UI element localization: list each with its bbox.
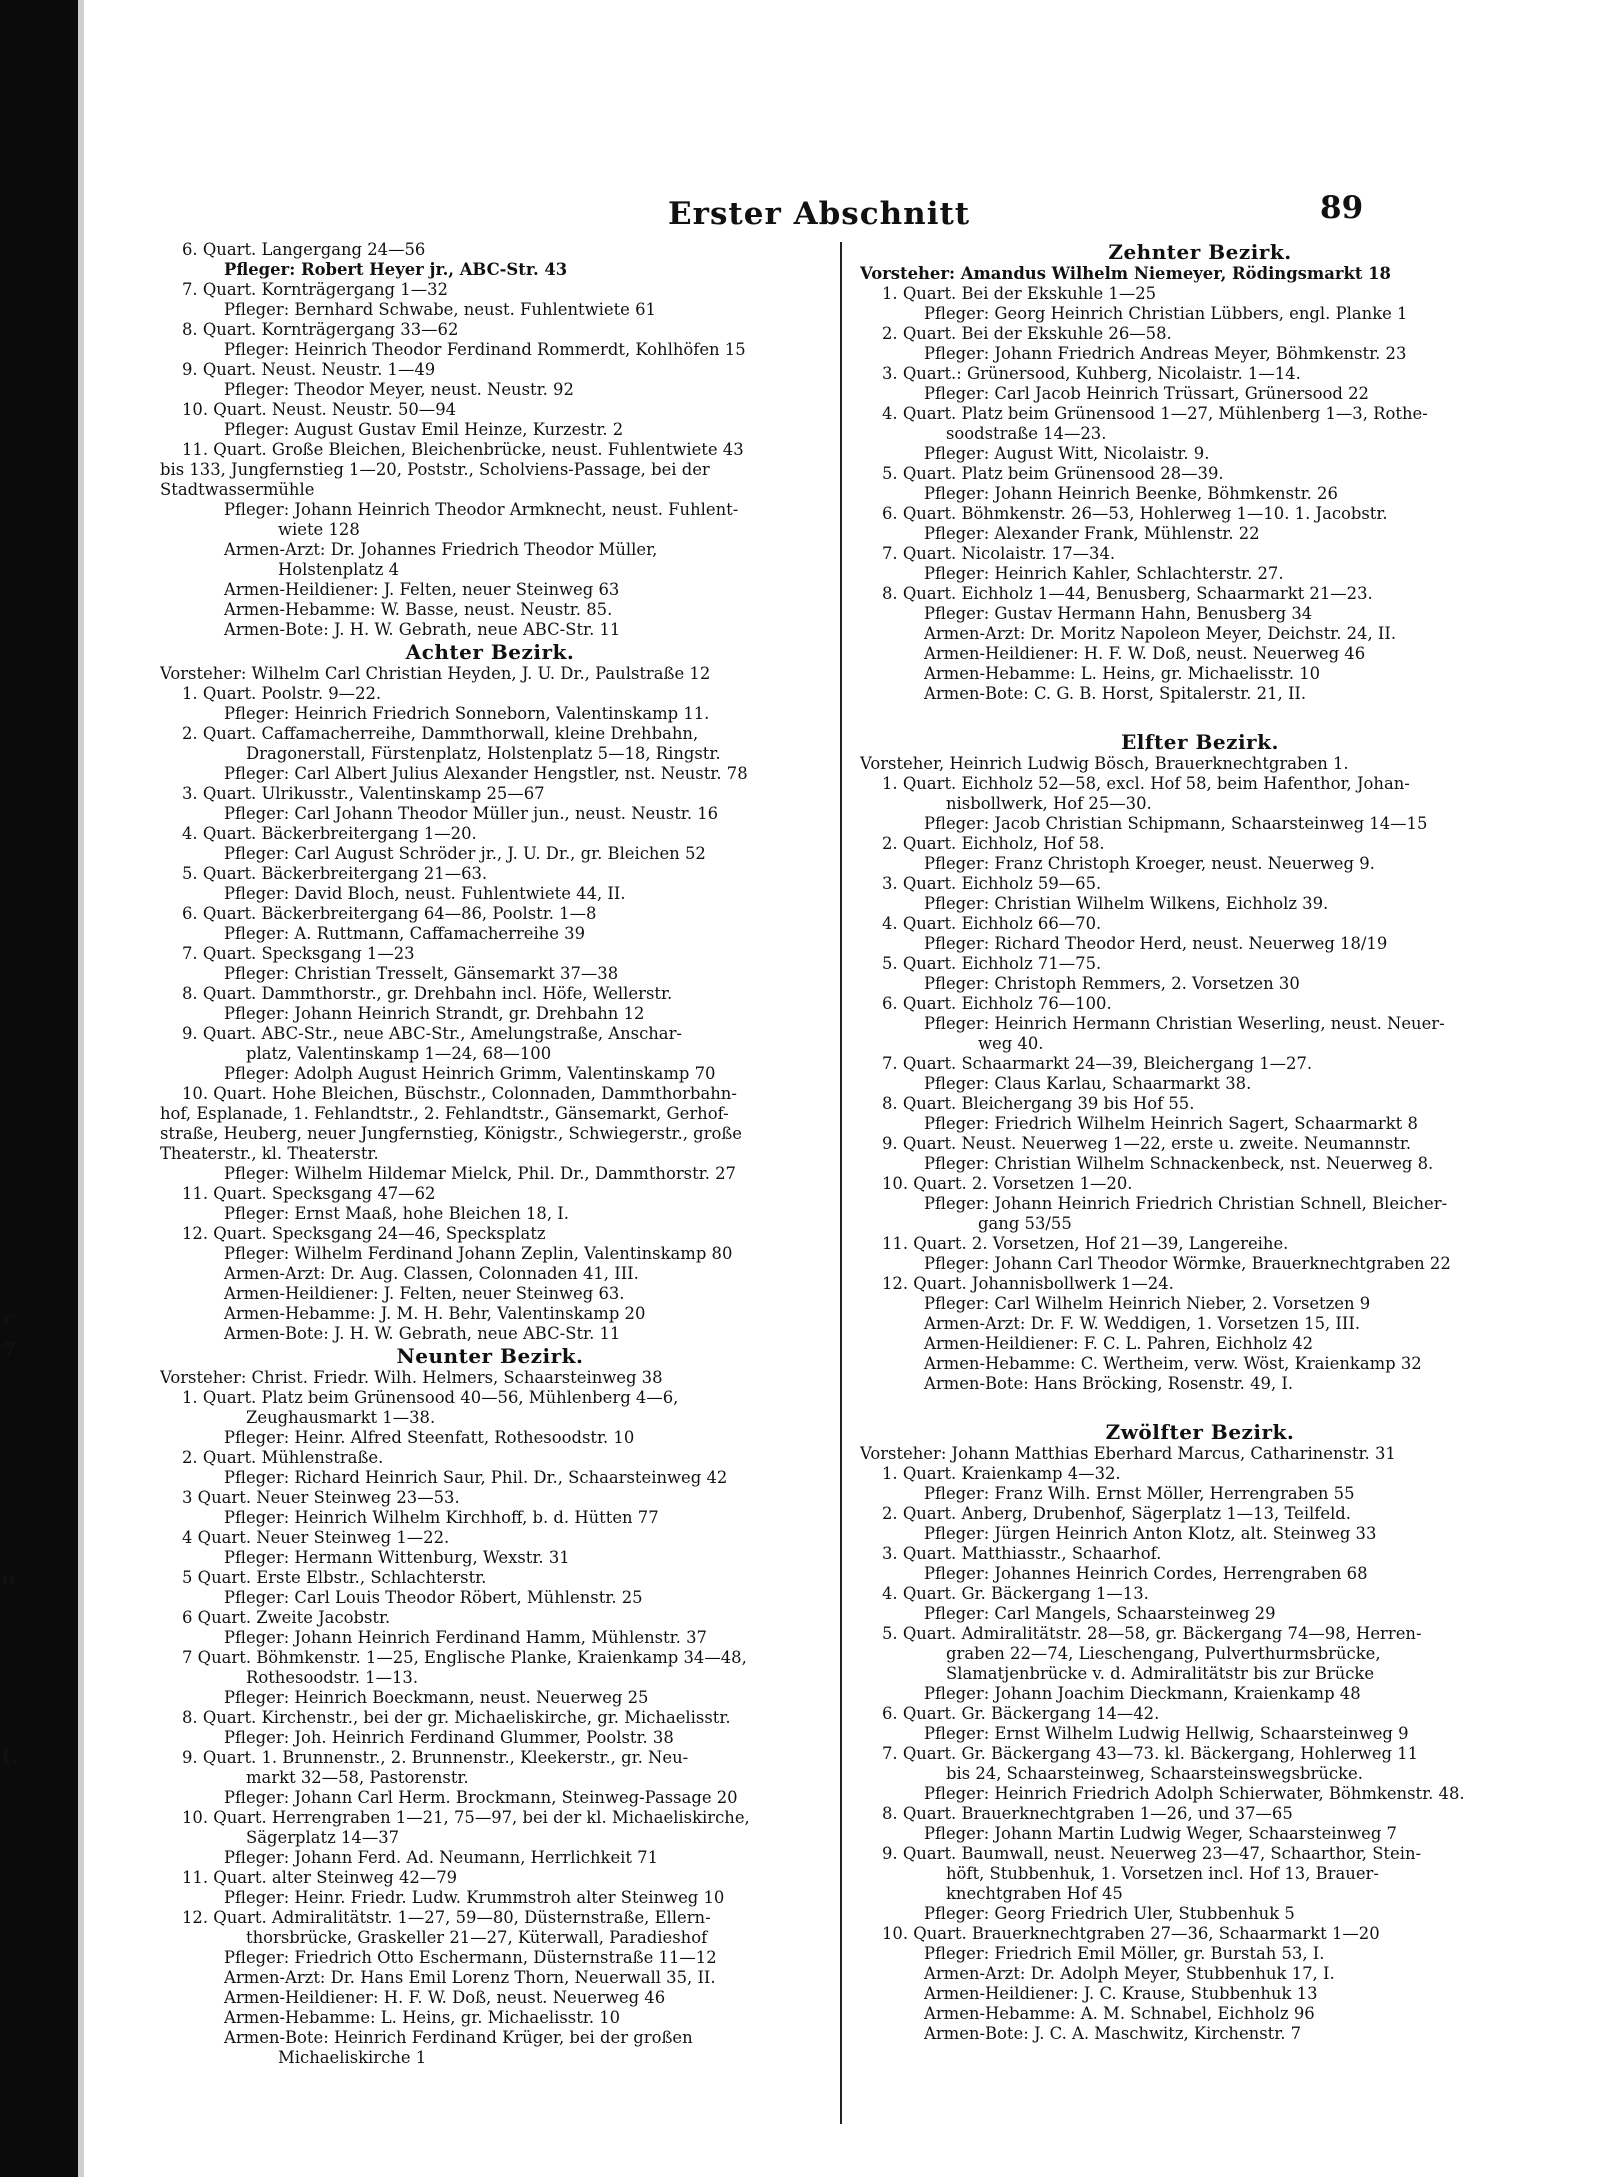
entry-line: 12. Quart. Specksgang 24—46, Specksplatz (182, 1224, 546, 1243)
entry-line: Vorsteher: Christ. Friedr. Wilh. Helmers, Schaarsteinweg 38 (160, 1368, 663, 1387)
entry-line: Pfleger: Robert Heyer jr., ABC-Str. 43 (224, 260, 568, 279)
entry-line: Theaterstr., kl. Theaterstr. (160, 1144, 379, 1163)
entry-line: Pfleger: Christian Tresselt, Gänsemarkt 37—38 (224, 964, 619, 983)
entry-line: 8. Quart. Kirchenstr., bei der gr. Michaeliskirche, gr. Michaelisstr. (182, 1708, 731, 1727)
entry-line: Armen-Hebamme: W. Basse, neust. Neustr. 85. (224, 600, 613, 619)
entry-line: wiete 128 (278, 520, 360, 539)
entry-line: Pfleger: Heinr. Friedr. Ludw. Krummstroh alter Steinweg 10 (224, 1888, 725, 1907)
entry-line: Pfleger: Christoph Remmers, 2. Vorsetzen 30 (924, 974, 1300, 993)
entry-line: Pfleger: Friedrich Emil Möller, gr. Burstah 53, I. (924, 1944, 1325, 1963)
entry-line: Pfleger: Wilhelm Ferdinand Johann Zeplin, Valentinskamp 80 (224, 1244, 733, 1263)
entry-line: Pfleger: David Bloch, neust. Fuhlentwiete 44, II. (224, 884, 626, 903)
entry-line: höft, Stubbenhuk, 1. Vorsetzen incl. Hof 13, Brauer- (946, 1864, 1379, 1883)
entry-line: Pfleger: Wilhelm Hildemar Mielck, Phil. Dr., Dammthorstr. 27 (224, 1164, 736, 1183)
entry-line: 7 Quart. Böhmkenstr. 1—25, Englische Planke, Kraienkamp 34—48, (182, 1648, 747, 1667)
entry-line: 8. Quart. Brauerknechtgraben 1—26, und 37—65 (882, 1804, 1293, 1823)
entry-line: Pfleger: Adolph August Heinrich Grimm, Valentinskamp 70 (224, 1064, 716, 1083)
entry-line: Pfleger: Georg Heinrich Christian Lübbers, engl. Planke 1 (924, 304, 1408, 323)
entry-line: Vorsteher: Amandus Wilhelm Niemeyer, Rödingsmarkt 18 (860, 264, 1391, 283)
entry-line: 11. Quart. 2. Vorsetzen, Hof 21—39, Langereihe. (882, 1234, 1289, 1253)
entry-line: Pfleger: Johann Heinrich Beenke, Böhmkenstr. 26 (924, 484, 1338, 503)
entry-line: Pfleger: Christian Wilhelm Wilkens, Eichholz 39. (924, 894, 1329, 913)
entry-line: 9. Quart. 1. Brunnenstr., 2. Brunnenstr., Kleekerstr., gr. Neu- (182, 1748, 689, 1767)
edge-mark: o (2, 1566, 16, 1590)
entry-line: Armen-Bote: J. H. W. Gebrath, neue ABC-Str. 11 (224, 620, 621, 639)
section-title: Erster Abschnitt (668, 196, 971, 232)
entry-line: Armen-Hebamme: L. Heins, gr. Michaelisstr. 10 (924, 664, 1321, 683)
entry-line: Pfleger: Claus Karlau, Schaarmarkt 38. (924, 1074, 1252, 1093)
entry-line: 3. Quart. Matthiasstr., Schaarhof. (882, 1544, 1162, 1563)
entry-line: knechtgraben Hof 45 (946, 1884, 1123, 1903)
entry-line: 1. Quart. Platz beim Grünensood 40—56, Mühlenberg 4—6, (182, 1388, 679, 1407)
entry-line: Armen-Bote: C. G. B. Horst, Spitalerstr. 21, II. (924, 684, 1307, 703)
entry-line: 1. Quart. Kraienkamp 4—32. (882, 1464, 1121, 1483)
spacer (860, 704, 1540, 730)
entry-line: 5 Quart. Erste Elbstr., Schlachterstr. (182, 1568, 487, 1587)
entry-line: Armen-Heildiener: F. C. L. Pahren, Eichholz 42 (924, 1334, 1314, 1353)
entry-line: Armen-Heildiener: J. Felten, neuer Steinweg 63. (224, 1284, 625, 1303)
entry-line: 10. Quart. Brauerknechtgraben 27—36, Schaarmarkt 1—20 (882, 1924, 1380, 1943)
entry-line: 10. Quart. Hohe Bleichen, Büschstr., Colonnaden, Dammthorbahn- (182, 1084, 737, 1103)
entry-line: 12. Quart. Johannisbollwerk 1—24. (882, 1274, 1174, 1293)
entry-line: 6. Quart. Gr. Bäckergang 14—42. (882, 1704, 1160, 1723)
entry-line: Vorsteher: Johann Matthias Eberhard Marcus, Catharinenstr. 31 (860, 1444, 1396, 1463)
district-heading: Zwölfter Bezirk. (1105, 1420, 1295, 1444)
entry-line: nisbollwerk, Hof 25—30. (946, 794, 1152, 813)
entry-line: 9. Quart. Neust. Neuerweg 1—22, erste u. zweite. Neumannstr. (882, 1134, 1412, 1153)
entry-line: 7. Quart. Specksgang 1—23 (182, 944, 415, 963)
entry-line: 6. Quart. Eichholz 76—100. (882, 994, 1112, 1013)
entry-line: 6 Quart. Zweite Jacobstr. (182, 1608, 391, 1627)
entry-line: Pfleger: Johann Martin Ludwig Weger, Schaarsteinweg 7 (924, 1824, 1397, 1843)
entry-line: Pfleger: August Gustav Emil Heinze, Kurzestr. 2 (224, 420, 624, 439)
entry-line: Pfleger: Carl August Schröder jr., J. U. Dr., gr. Bleichen 52 (224, 844, 706, 863)
entry-line: 11. Quart. alter Steinweg 42—79 (182, 1868, 458, 1887)
left-column (160, 240, 820, 2068)
entry-line: thorsbrücke, Graskeller 21—27, Küterwall, Paradieshof (246, 1928, 708, 1947)
entry-line: Pfleger: Johannes Heinrich Cordes, Herrengraben 68 (924, 1564, 1368, 1583)
entry-line: Pfleger: Gustav Hermann Hahn, Benusberg 34 (924, 604, 1313, 623)
entry-line: graben 22—74, Lieschengang, Pulverthurmsbrücke, (946, 1644, 1381, 1663)
entry-line: Armen-Heildiener: H. F. W. Doß, neust. Neuerweg 46 (224, 1988, 666, 2007)
page-header (88, 190, 1428, 240)
entry-line: markt 32—58, Pastorenstr. (246, 1768, 469, 1787)
entry-line: Pfleger: Friedrich Wilhelm Heinrich Sagert, Schaarmarkt 8 (924, 1114, 1418, 1133)
entry-line: weg 40. (978, 1034, 1044, 1053)
entry-line: 8. Quart. Bleichergang 39 bis Hof 55. (882, 1094, 1195, 1113)
entry-line: 2. Quart. Mühlenstraße. (182, 1448, 384, 1467)
entry-line: Pfleger: Heinrich Friedrich Adolph Schierwater, Böhmkenstr. 48. (924, 1784, 1465, 1803)
entry-line: 3. Quart.: Grünersood, Kuhberg, Nicolaistr. 1—14. (882, 364, 1301, 383)
entry-line: 5. Quart. Admiralitätstr. 28—58, gr. Bäckergang 74—98, Herren- (882, 1624, 1422, 1643)
entry-line: Stadtwassermühle (160, 480, 315, 499)
entry-line: Pfleger: Carl Jacob Heinrich Trüssart, Grünersood 22 (924, 384, 1369, 403)
entry-line: Pfleger: Johann Friedrich Andreas Meyer, Böhmkenstr. 23 (924, 344, 1407, 363)
entry-line: Pfleger: Johann Heinrich Ferdinand Hamm, Mühlenstr. 37 (224, 1628, 707, 1647)
column-divider (840, 242, 842, 2124)
entry-line: 3. Quart. Ulrikusstr., Valentinskamp 25—67 (182, 784, 545, 803)
district-heading: Elfter Bezirk. (1121, 730, 1279, 754)
entry-line: Armen-Arzt: Dr. Moritz Napoleon Meyer, Deichstr. 24, II. (924, 624, 1397, 643)
entry-line: straße, Heuberg, neuer Jungfernstieg, Königstr., Schwiegerstr., große (160, 1124, 743, 1143)
entry-line: 6. Quart. Bäckerbreitergang 64—86, Poolstr. 1—8 (182, 904, 597, 923)
entry-line: Pfleger: Georg Friedrich Uler, Stubbenhuk 5 (924, 1904, 1295, 1923)
district-heading: Neunter Bezirk. (396, 1344, 584, 1368)
entry-line: Pfleger: Richard Theodor Herd, neust. Neuerweg 18/19 (924, 934, 1388, 953)
page-edge (78, 0, 84, 2177)
entry-line: Pfleger: Richard Heinrich Saur, Phil. Dr., Schaarsteinweg 42 (224, 1468, 728, 1487)
entry-line: 1. Quart. Bei der Ekskuhle 1—25 (882, 284, 1157, 303)
entry-line: 1. Quart. Eichholz 52—58, excl. Hof 58, beim Hafenthor, Johan- (882, 774, 1410, 793)
entry-line: Michaeliskirche 1 (278, 2048, 427, 2067)
entry-line: 5. Quart. Bäckerbreitergang 21—63. (182, 864, 488, 883)
entry-line: 7. Quart. Kornträgergang 1—32 (182, 280, 448, 299)
spacer (860, 1394, 1540, 1420)
entry-line: Pfleger: Franz Wilh. Ernst Möller, Herrengraben 55 (924, 1484, 1355, 1503)
entry-line: 7. Quart. Nicolaistr. 17—34. (882, 544, 1116, 563)
entry-line: bis 133, Jungfernstieg 1—20, Poststr., Scholviens-Passage, bei der (160, 460, 710, 479)
entry-line: Pfleger: Friedrich Otto Eschermann, Düsternstraße 11—12 (224, 1948, 717, 1967)
entry-line: 5. Quart. Platz beim Grünensood 28—39. (882, 464, 1224, 483)
entry-line: Pfleger: Theodor Meyer, neust. Neustr. 92 (224, 380, 574, 399)
entry-line: 3. Quart. Eichholz 59—65. (882, 874, 1102, 893)
book-gutter (0, 0, 78, 2177)
entry-line: Armen-Hebamme: L. Heins, gr. Michaelisstr. 10 (224, 2008, 621, 2027)
entry-line: Slamatjenbrücke v. d. Admiralitätstr bis zur Brücke (946, 1664, 1375, 1683)
entry-line: Pfleger: Heinrich Theodor Ferdinand Rommerdt, Kohlhöfen 15 (224, 340, 746, 359)
entry-line: Pfleger: Johann Joachim Dieckmann, Kraienkamp 48 (924, 1684, 1361, 1703)
entry-line: 7. Quart. Schaarmarkt 24—39, Bleichergang 1—27. (882, 1054, 1313, 1073)
entry-line: 4. Quart. Bäckerbreitergang 1—20. (182, 824, 477, 843)
entry-line: 8. Quart. Kornträgergang 33—62 (182, 320, 459, 339)
entry-line: Pfleger: Carl Johann Theodor Müller jun., neust. Neustr. 16 (224, 804, 719, 823)
entry-line: Pfleger: Heinrich Boeckmann, neust. Neuerweg 25 (224, 1688, 649, 1707)
entry-line: hof, Esplanade, 1. Fehlandtstr., 2. Fehlandtstr., Gänsemarkt, Gerhof- (160, 1104, 729, 1123)
entry-line: Armen-Arzt: Dr. Johannes Friedrich Theodor Müller, (224, 540, 658, 559)
entry-line: Pfleger: Bernhard Schwabe, neust. Fuhlentwiete 61 (224, 300, 656, 319)
entry-line: Vorsteher, Heinrich Ludwig Bösch, Brauerknechtgraben 1. (860, 754, 1349, 773)
entry-line: 7. Quart. Gr. Bäckergang 43—73. kl. Bäckergang, Hohlerweg 11 (882, 1744, 1419, 1763)
entry-line: Armen-Bote: Hans Bröcking, Rosenstr. 49, I. (924, 1374, 1294, 1393)
entry-line: Armen-Hebamme: A. M. Schnabel, Eichholz 96 (924, 2004, 1315, 2023)
entry-line: Pfleger: Alexander Frank, Mühlenstr. 22 (924, 524, 1260, 543)
entry-line: 4. Quart. Platz beim Grünensood 1—27, Mühlenberg 1—3, Rothe- (882, 404, 1428, 423)
entry-line: Armen-Arzt: Dr. F. W. Weddigen, 1. Vorsetzen 15, III. (924, 1314, 1361, 1333)
entry-line: Rothesoodstr. 1—13. (246, 1668, 419, 1687)
entry-line: Pfleger: Johann Heinrich Theodor Armknecht, neust. Fuhlent- (224, 500, 739, 519)
entry-line: Armen-Bote: J. C. A. Maschwitz, Kirchenstr. 7 (924, 2024, 1302, 2043)
entry-line: Armen-Arzt: Dr. Aug. Classen, Colonnaden 41, III. (224, 1264, 639, 1283)
entry-line: 5. Quart. Eichholz 71—75. (882, 954, 1102, 973)
entry-line: Armen-Heildiener: J. Felten, neuer Steinweg 63 (224, 580, 620, 599)
edge-mark: r (2, 1306, 13, 1330)
edge-mark: 7 (2, 1338, 16, 1362)
entry-line: 3 Quart. Neuer Steinweg 23—53. (182, 1488, 460, 1507)
entry-line: soodstraße 14—23. (946, 424, 1107, 443)
entry-line: 10. Quart. Neust. Neustr. 50—94 (182, 400, 457, 419)
entry-line: Armen-Arzt: Dr. Hans Emil Lorenz Thorn, Neuerwall 35, II. (224, 1968, 716, 1987)
entry-line: Pfleger: Ernst Maaß, hohe Bleichen 18, I. (224, 1204, 569, 1223)
district-heading: Zehnter Bezirk. (1108, 240, 1292, 264)
entry-line: Pfleger: Ernst Wilhelm Ludwig Hellwig, Schaarsteinweg 9 (924, 1724, 1409, 1743)
entry-line: 2. Quart. Eichholz, Hof 58. (882, 834, 1105, 853)
entry-line: 2. Quart. Bei der Ekskuhle 26—58. (882, 324, 1172, 343)
entry-line: Pfleger: Hermann Wittenburg, Wexstr. 31 (224, 1548, 570, 1567)
entry-line: 8. Quart. Dammthorstr., gr. Drehbahn incl. Höfe, Wellerstr. (182, 984, 673, 1003)
entry-line: 2. Quart. Anberg, Drubenhof, Sägerplatz 1—13, Teilfeld. (882, 1504, 1352, 1523)
entry-line: Pfleger: Carl Albert Julius Alexander Hengstler, nst. Neustr. 78 (224, 764, 748, 783)
entry-line: 8. Quart. Eichholz 1—44, Benusberg, Schaarmarkt 21—23. (882, 584, 1373, 603)
entry-line: Pfleger: Heinrich Kahler, Schlachterstr. 27. (924, 564, 1284, 583)
entry-line: Pfleger: August Witt, Nicolaistr. 9. (924, 444, 1210, 463)
entry-line: Pfleger: Jürgen Heinrich Anton Klotz, alt. Steinweg 33 (924, 1524, 1377, 1543)
entry-line: Armen-Bote: Heinrich Ferdinand Krüger, bei der großen (224, 2028, 693, 2047)
edge-mark: t. (2, 1744, 19, 1768)
entry-line: 4. Quart. Eichholz 66—70. (882, 914, 1102, 933)
entry-line: Pfleger: Christian Wilhelm Schnackenbeck, nst. Neuerweg 8. (924, 1154, 1434, 1173)
entry-line: Pfleger: Johann Carl Theodor Wörmke, Brauerknechtgraben 22 (924, 1254, 1451, 1273)
entry-line: 2. Quart. Caffamacherreihe, Dammthorwall, kleine Drehbahn, (182, 724, 699, 743)
entry-line: 11. Quart. Große Bleichen, Bleichenbrücke, neust. Fuhlentwiete 43 (182, 440, 744, 459)
entry-line: Pfleger: Johann Carl Herm. Brockmann, Steinweg-Passage 20 (224, 1788, 738, 1807)
page-number: 89 (1320, 190, 1364, 226)
entry-line: Pfleger: Heinr. Alfred Steenfatt, Rothesoodstr. 10 (224, 1428, 635, 1447)
entry-line: Pfleger: Carl Louis Theodor Röbert, Mühlenstr. 25 (224, 1588, 643, 1607)
entry-line: Pfleger: Joh. Heinrich Ferdinand Glummer, Poolstr. 38 (224, 1728, 674, 1747)
entry-line: Pfleger: Johann Heinrich Friedrich Christian Schnell, Bleicher- (924, 1194, 1448, 1213)
entry-line: Pfleger: Johann Ferd. Ad. Neumann, Herrlichkeit 71 (224, 1848, 659, 1867)
entry-line: Pfleger: Heinrich Friedrich Sonneborn, Valentinskamp 11. (224, 704, 710, 723)
entry-line: Pfleger: Johann Heinrich Strandt, gr. Drehbahn 12 (224, 1004, 645, 1023)
entry-line: 4 Quart. Neuer Steinweg 1—22. (182, 1528, 450, 1547)
entry-line: Pfleger: Franz Christoph Kroeger, neust. Neuerweg 9. (924, 854, 1375, 873)
entry-line: Armen-Hebamme: C. Wertheim, verw. Wöst, Kraienkamp 32 (924, 1354, 1422, 1373)
entry-line: gang 53/55 (978, 1214, 1072, 1233)
entry-line: Armen-Arzt: Dr. Adolph Meyer, Stubbenhuk 17, I. (924, 1964, 1335, 1983)
entry-line: Pfleger: Carl Wilhelm Heinrich Nieber, 2. Vorsetzen 9 (924, 1294, 1371, 1313)
entry-line: Holstenplatz 4 (278, 560, 400, 579)
district-heading: Achter Bezirk. (405, 640, 575, 664)
entry-line: 9. Quart. Neust. Neustr. 1—49 (182, 360, 436, 379)
entry-line: platz, Valentinskamp 1—24, 68—100 (246, 1044, 552, 1063)
entry-line: 6. Quart. Böhmkenstr. 26—53, Hohlerweg 1—10. 1. Jacobstr. (882, 504, 1388, 523)
entry-line: Armen-Heildiener: J. C. Krause, Stubbenhuk 13 (924, 1984, 1318, 2003)
entry-line: 4. Quart. Gr. Bäckergang 1—13. (882, 1584, 1149, 1603)
entry-line: 6. Quart. Langergang 24—56 (182, 240, 426, 259)
entry-line: Dragonerstall, Fürstenplatz, Holstenplatz 5—18, Ringstr. (246, 744, 721, 763)
entry-line: Armen-Bote: J. H. W. Gebrath, neue ABC-Str. 11 (224, 1324, 621, 1343)
entry-line: 9. Quart. Baumwall, neust. Neuerweg 23—47, Schaarthor, Stein- (882, 1844, 1422, 1863)
entry-line: 10. Quart. Herrengraben 1—21, 75—97, bei der kl. Michaeliskirche, (182, 1808, 750, 1827)
entry-line: Pfleger: A. Ruttmann, Caffamacherreihe 39 (224, 924, 586, 943)
entry-line: Pfleger: Heinrich Hermann Christian Weserling, neust. Neuer- (924, 1014, 1445, 1033)
entry-line: 11. Quart. Specksgang 47—62 (182, 1184, 436, 1203)
right-column (860, 240, 1540, 2044)
entry-line: 1. Quart. Poolstr. 9—22. (182, 684, 382, 703)
entry-line: Zeughausmarkt 1—38. (246, 1408, 436, 1427)
entry-line: 10. Quart. 2. Vorsetzen 1—20. (882, 1174, 1133, 1193)
entry-line: Sägerplatz 14—37 (246, 1828, 400, 1847)
entry-line: Vorsteher: Wilhelm Carl Christian Heyden, J. U. Dr., Paulstraße 12 (160, 664, 711, 683)
entry-line: 12. Quart. Admiralitätstr. 1—27, 59—80, Düsternstraße, Ellern- (182, 1908, 711, 1927)
entry-line: bis 24, Schaarsteinweg, Schaarsteinswegsbrücke. (946, 1764, 1363, 1783)
entry-line: Pfleger: Jacob Christian Schipmann, Schaarsteinweg 14—15 (924, 814, 1428, 833)
entry-line: Armen-Hebamme: J. M. H. Behr, Valentinskamp 20 (224, 1304, 646, 1323)
entry-line: Pfleger: Heinrich Wilhelm Kirchhoff, b. d. Hütten 77 (224, 1508, 659, 1527)
entry-line: 9. Quart. ABC-Str., neue ABC-Str., Amelungstraße, Anschar- (182, 1024, 682, 1043)
document-page (88, 160, 1578, 2140)
entry-line: Pfleger: Carl Mangels, Schaarsteinweg 29 (924, 1604, 1276, 1623)
entry-line: Armen-Heildiener: H. F. W. Doß, neust. Neuerweg 46 (924, 644, 1366, 663)
